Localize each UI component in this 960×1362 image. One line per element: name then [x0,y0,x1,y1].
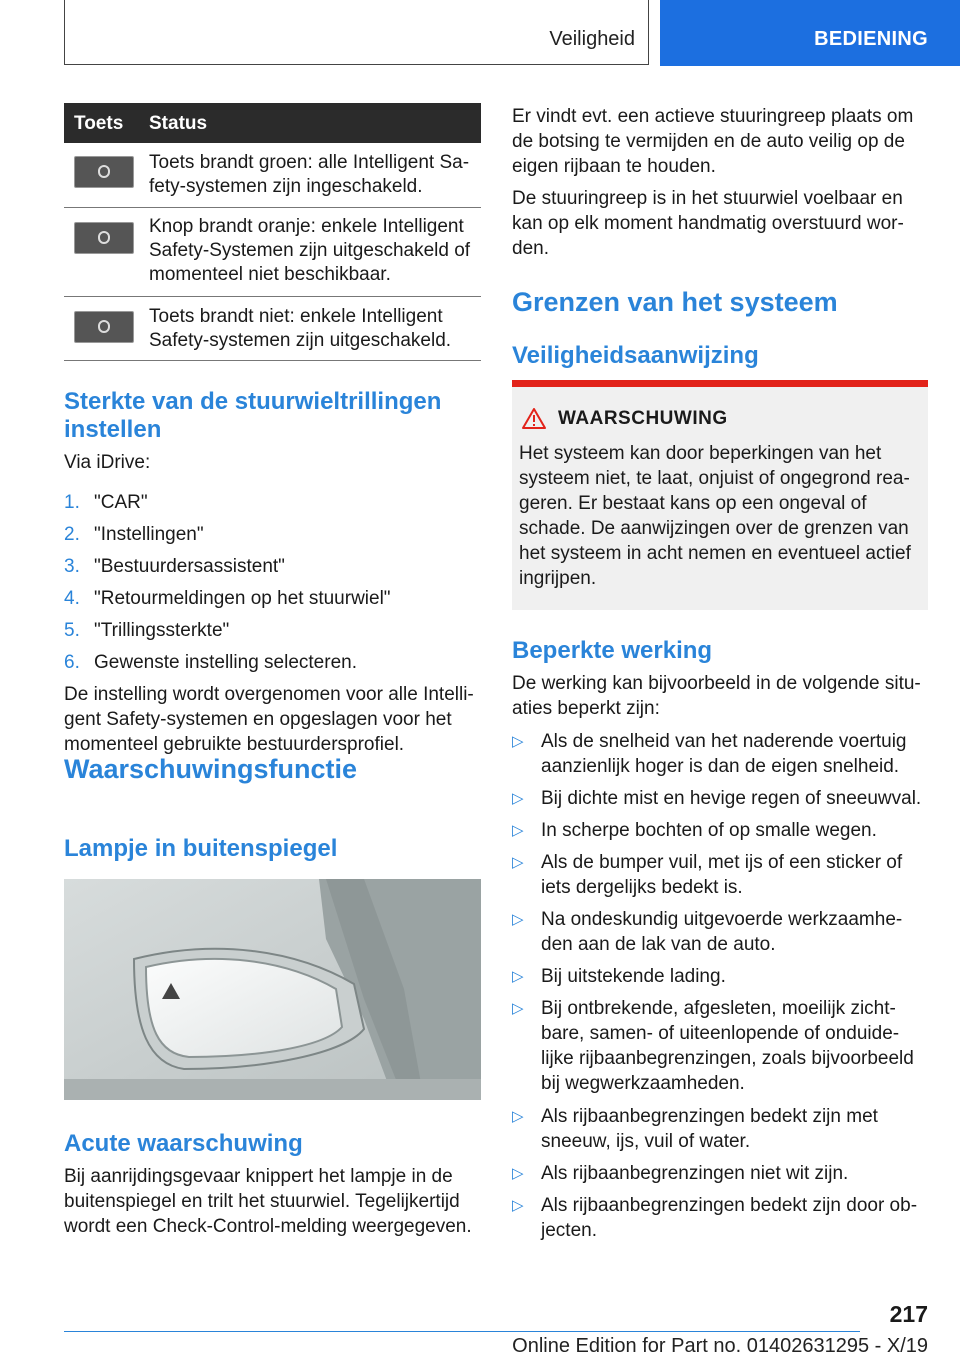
warning-bar [512,380,928,387]
bullet-triangle-icon: ▷ [512,968,524,985]
heading-lampje: Lampje in buitenspiegel [64,835,338,862]
bullet-triangle-icon: ▷ [512,822,524,839]
table-row-status: Toets brandt niet: enkele Intelligent Safety-systemen zijn uitgeschakeld. [149,306,452,351]
bullet-triangle-icon: ▷ [512,911,524,928]
page-number: 217 [889,1301,928,1327]
bullet-triangle-icon: ▷ [512,790,524,807]
header-chapter-tab[interactable] [660,0,960,66]
safety-button-icon [74,156,134,188]
header-frame-left [64,0,65,65]
bullet-triangle-icon: ▷ [512,1165,524,1182]
table-col-toets: Toets [74,113,124,134]
list-item-text: Na ondeskundig uitgevoerde werkzaamhe- den aan de lak van de auto. [541,909,903,955]
footer-rule [64,1331,860,1332]
warning-title: WAARSCHUWING [558,408,728,429]
list-item-text: In scherpe bochten of op smalle wegen. [541,820,877,841]
table-header [64,103,481,143]
list-item-text: Gewenste instelling selecteren. [94,652,357,673]
table-row [64,143,481,208]
list-item-number: 1. [64,492,80,513]
table-row [64,296,481,361]
header-section-title: Veiligheid [549,28,635,50]
list-item-text: Als rijbaanbegrenzingen bedekt zijn met sneeuw, ijs, vuil of water. [541,1106,878,1152]
list-item-number: 3. [64,556,80,577]
steps-note: De instelling wordt overgenomen voor alle Intelli- gent Safety-systemen en opgeslagen voor het momenteel gebruikte bestuurdersprofiel. [64,684,474,755]
heading-veiligheid: Veiligheidsaanwijzing [512,342,759,369]
header-frame-right [648,0,649,65]
warning-triangle-icon [521,407,547,430]
footer-edition: Online Edition for Part no. 01402631295 - X/19 [512,1335,928,1357]
list-item-number: 5. [64,620,80,641]
list-item-text: "CAR" [94,492,148,513]
table-row [64,207,481,297]
list-item-number: 4. [64,588,80,609]
list-item-text: Bij ontbrekende, afgesleten, moeilijk zicht- bare, samen- of uiteenlopende of onduide- lijke rijbaanbegrenzingen, zoals bijvoorbeeld bij wegwerkzaamheden. [541,998,914,1094]
table-row-status: Knop brandt oranje: enkele Intelligent Safety-Systemen zijn uitgeschakeld of momenteel niet beschikbaar. [149,216,471,285]
list-item-text: Als rijbaanbegrenzingen niet wit zijn. [541,1163,849,1184]
list-item-number: 6. [64,652,80,673]
list-item-text: "Retourmeldingen op het stuurwiel" [94,588,391,609]
list-item-text: Als de bumper vuil, met ijs of een sticker of iets dergelijks bedekt is. [541,852,903,898]
list-item-text: "Trillingssterkte" [94,620,230,641]
intro-text: Er vindt evt. een actieve stuuringreep plaats om de botsing te vermijden en de auto veilig op de eigen rijbaan te houden. [512,106,914,177]
list-item-text: Bij dichte mist en hevige regen of sneeuwval. [541,788,922,809]
mirror-warning-lamp-image [64,879,481,1100]
safety-button-icon [74,311,134,343]
bullet-triangle-icon: ▷ [512,1108,524,1125]
bullet-triangle-icon: ▷ [512,1197,524,1214]
header-chapter-label: BEDIENING [814,28,928,50]
acute-text: Bij aanrijdingsgevaar knippert het lampje in de buitenspiegel en trilt het stuurwiel. Tegelijkertijd wordt een Check-Control-melding weergegeven. [64,1166,472,1237]
heading-sterkte: Sterkte van de stuurwieltrillingen instellen [64,388,442,443]
bullet-triangle-icon: ▷ [512,854,524,871]
intro-text-2: De stuuringreep is in het stuurwiel voelbaar en kan op elk moment handmatig overstuurd wor- den. [512,188,904,259]
heading-beperkte: Beperkte werking [512,637,713,664]
list-item-text: Als de snelheid van het naderende voertuig aanzienlijk hoger is dan de eigen snelheid. [541,731,907,777]
bullet-triangle-icon: ▷ [512,733,524,750]
safety-button-icon [74,222,134,254]
beperkte-intro: De werking kan bijvoorbeeld in de volgende situ- aties beperkt zijn: [512,673,921,719]
warning-text: Het systeem kan door beperkingen van het systeem niet, te laat, onjuist of ongegrond rea- geren. Er bestaat kans op een ongeval of schade. De aanwijzingen over de grenzen van het systeem in acht nemen en eventueel actief ingrijpen. [519,443,911,589]
list-item-text: Als rijbaanbegrenzingen bedekt zijn door ob- jecten. [541,1195,918,1241]
table-row-status: Toets brandt groen: alle Intelligent Sa- fety-systemen zijn ingeschakeld. [149,152,470,197]
list-item-text: "Instellingen" [94,524,204,545]
header-rule [64,64,648,65]
via-idrive-text: Via iDrive: [64,452,151,473]
heading-grenzen: Grenzen van het systeem [512,287,838,317]
list-item-text: "Bestuurdersassistent" [94,556,285,577]
bullet-triangle-icon: ▷ [512,1000,524,1017]
table-col-status: Status [149,113,208,134]
heading-acute: Acute waarschuwing [64,1130,303,1157]
list-item-number: 2. [64,524,80,545]
list-item-text: Bij uitstekende lading. [541,966,726,987]
heading-waarschuwingsfunctie: Waarschuwingsfunctie [64,754,358,784]
